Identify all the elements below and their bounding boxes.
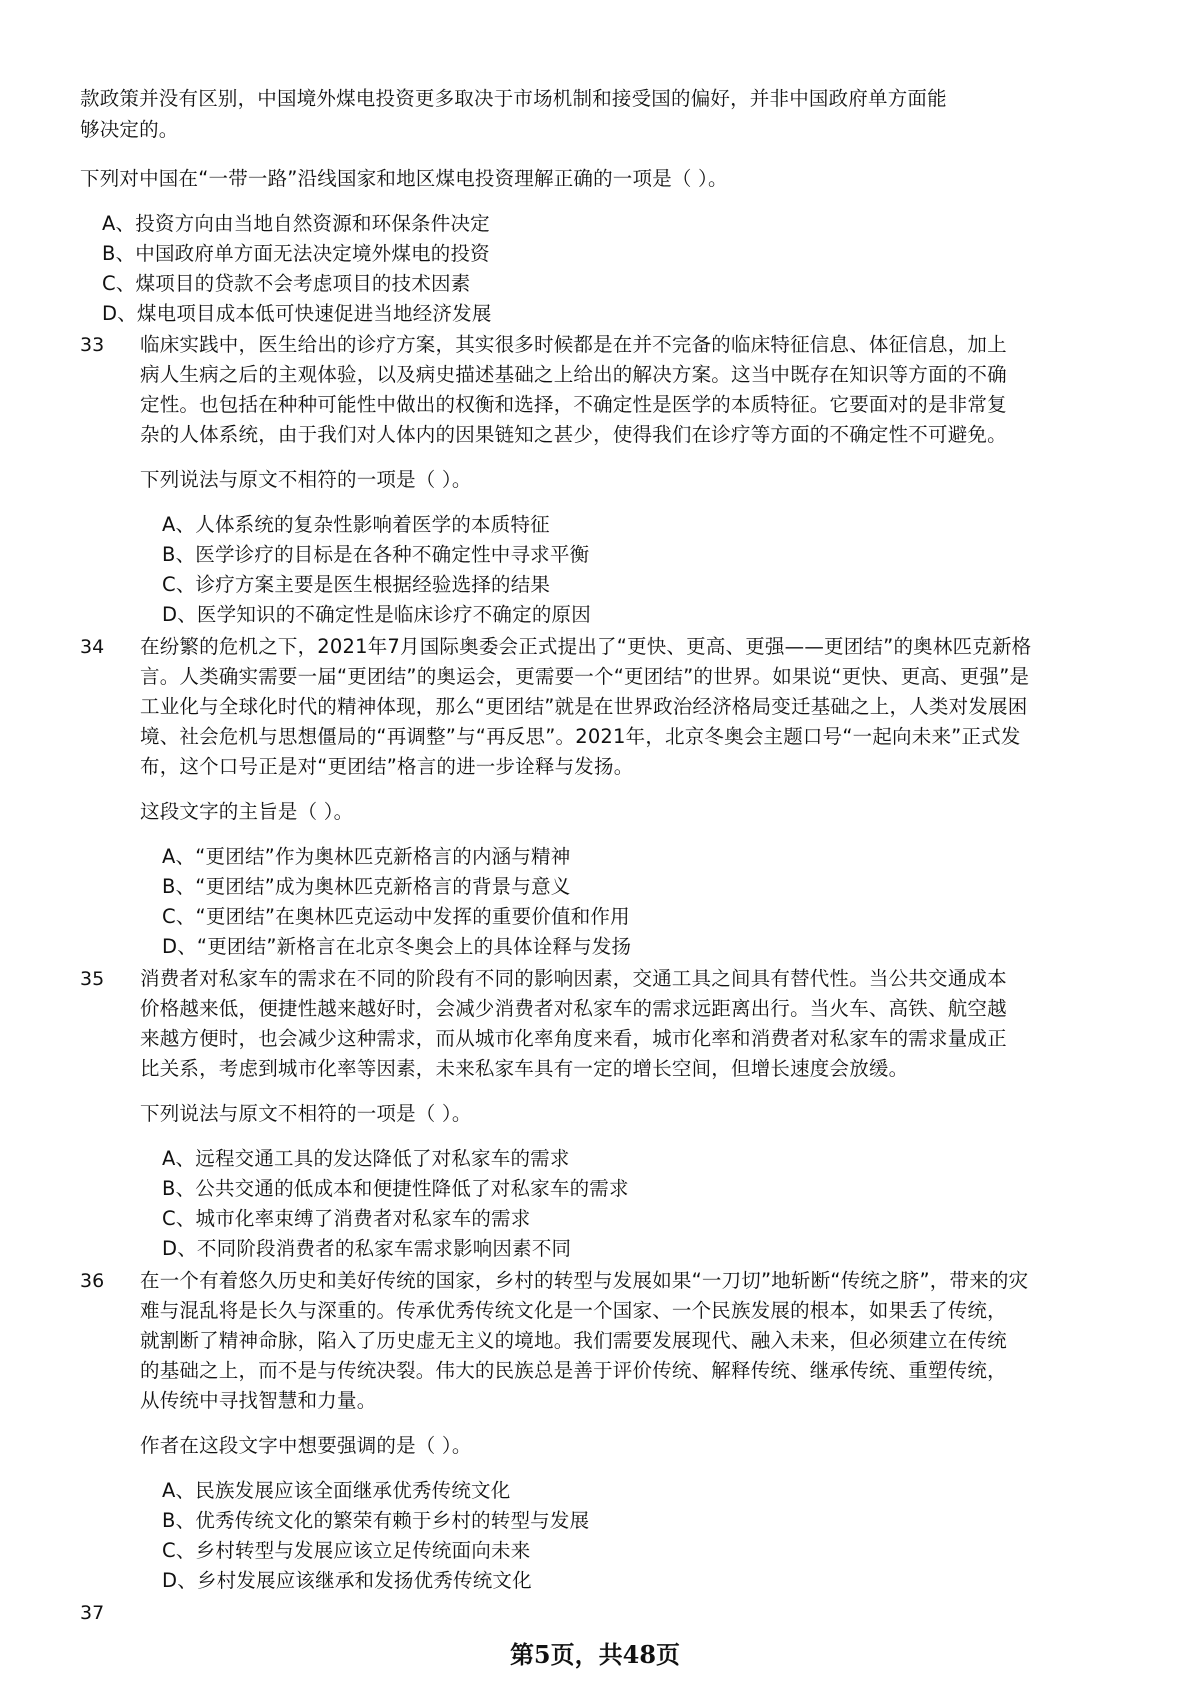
intro-option-d: D、煤电项目成本低可快速促进当地经济发展 [102, 302, 492, 325]
q33-passage-line-3: 定性。也包括在种种可能性中做出的权衡和选择，不确定性是医学的本质特征。它要面对的是非常复 [140, 393, 1007, 416]
q33-option-c: C、诊疗方案主要是医生根据经验选择的结果 [162, 573, 551, 596]
q33-option-b: B、医学诊疗的目标是在各种不确定性中寻求平衡 [162, 543, 590, 566]
intro-option-c: C、煤项目的贷款不会考虑项目的技术因素 [102, 272, 471, 295]
q33-option-a: A、人体系统的复杂性影响着医学的本质特征 [162, 513, 550, 536]
q35-option-a: A、远程交通工具的发达降低了对私家车的需求 [162, 1147, 570, 1170]
question-number: 34 [80, 636, 105, 658]
q36-option-a: A、民族发展应该全面继承优秀传统文化 [162, 1479, 511, 1502]
question-number: 37 [80, 1602, 105, 1624]
q34-option-c: C、“更团结”在奥林匹克运动中发挥的重要价值和作用 [162, 905, 630, 928]
intro-option-b: B、中国政府单方面无法决定境外煤电的投资 [102, 242, 490, 265]
question-number: 35 [80, 968, 105, 990]
q34-option-d: D、“更团结”新格言在北京冬奥会上的具体诠释与发扬 [162, 935, 632, 958]
q35-passage-line-3: 来越方便时，也会减少这种需求，而从城市化率角度来看，城市化率和消费者对私家车的需求量成正 [140, 1027, 1007, 1050]
q34-passage-line-4: 境、社会危机与思想僵局的“再调整”与“再反思”。2021年，北京冬奥会主题口号“一起向未来”正式发 [140, 725, 1021, 748]
q36-passage-line-1: 在一个有着悠久历史和美好传统的国家，乡村的转型与发展如果“一刀切”地斩断“传统之脐”，带来的灾 [140, 1269, 1029, 1292]
q35-option-b: B、公共交通的低成本和便捷性降低了对私家车的需求 [162, 1177, 629, 1200]
q35-passage-line-2: 价格越来低，便捷性越来越好时，会减少消费者对私家车的需求远距离出行。当火车、高铁、航空越 [140, 997, 1007, 1020]
question-number: 36 [80, 1270, 105, 1292]
q34-passage-line-5: 布，这个口号正是对“更团结”格言的进一步诠释与发扬。 [140, 755, 634, 778]
q36-option-c: C、乡村转型与发展应该立足传统面向未来 [162, 1539, 531, 1562]
q33-passage-line-2: 病人生病之后的主观体验，以及病史描述基础之上给出的解决方案。这当中既存在知识等方面的不确 [140, 363, 1007, 386]
q36-question: 作者在这段文字中想要强调的是（ ）。 [140, 1434, 472, 1457]
q36-passage-line-4: 的基础之上，而不是与传统决裂。伟大的民族总是善于评价传统、解释传统、继承传统、重塑传统， [140, 1359, 1007, 1382]
question-number: 33 [80, 334, 105, 356]
q35-question: 下列说法与原文不相符的一项是（ ）。 [140, 1102, 472, 1125]
q36-passage-line-3: 就割断了精神命脉，陷入了历史虚无主义的境地。我们需要发展现代、融入未来，但必须建立在传统 [140, 1329, 1007, 1352]
q36-passage-line-2: 难与混乱将是长久与深重的。传承优秀传统文化是一个国家、一个民族发展的根本，如果丢了传统， [140, 1299, 1007, 1322]
q34-passage-line-2: 言。人类确实需要一届“更团结”的奥运会，更需要一个“更团结”的世界。如果说“更快、更高、更强”是 [140, 665, 1030, 688]
intro-option-a: A、投资方向由当地自然资源和环保条件决定 [102, 212, 490, 235]
q33-passage-line-4: 杂的人体系统，由于我们对人体内的因果链知之甚少，使得我们在诊疗等方面的不确定性不可避免。 [140, 423, 1007, 446]
q34-passage-line-1: 在纷繁的危机之下，2021年7月国际奥委会正式提出了“更快、更高、更强——更团结”的奥林匹克新格 [140, 635, 1032, 658]
intro-question: 下列对中国在“一带一路”沿线国家和地区煤电投资理解正确的一项是（ ）。 [80, 167, 728, 190]
q36-passage-line-5: 从传统中寻找智慧和力量。 [140, 1389, 377, 1412]
intro-passage-line-1: 款政策并没有区别，中国境外煤电投资更多取决于市场机制和接受国的偏好，并非中国政府单方面能 [80, 87, 947, 110]
q36-option-b: B、优秀传统文化的繁荣有赖于乡村的转型与发展 [162, 1509, 590, 1532]
q35-option-c: C、城市化率束缚了消费者对私家车的需求 [162, 1207, 531, 1230]
q34-question: 这段文字的主旨是（ ）。 [140, 800, 354, 823]
q33-option-d: D、医学知识的不确定性是临床诊疗不确定的原因 [162, 603, 591, 626]
q34-option-b: B、“更团结”成为奥林匹克新格言的背景与意义 [162, 875, 571, 898]
q34-option-a: A、“更团结”作为奥林匹克新格言的内涵与精神 [162, 845, 571, 868]
q35-passage-line-4: 比关系，考虑到城市化率等因素，未来私家车具有一定的增长空间，但增长速度会放缓。 [140, 1057, 909, 1080]
q34-passage-line-3: 工业化与全球化时代的精神体现，那么“更团结”就是在世界政治经济格局变迁基础之上，人类对发展困 [140, 695, 1028, 718]
q35-passage-line-1: 消费者对私家车的需求在不同的阶段有不同的影响因素，交通工具之间具有替代性。当公共交通成本 [140, 967, 1007, 990]
q35-option-d: D、不同阶段消费者的私家车需求影响因素不同 [162, 1237, 572, 1260]
q36-option-d: D、乡村发展应该继承和发扬优秀传统文化 [162, 1569, 532, 1592]
page-footer: 第5页，共48页 [509, 1640, 681, 1669]
q33-passage-line-1: 临床实践中，医生给出的诊疗方案，其实很多时候都是在并不完备的临床特征信息、体征信息，加上 [140, 333, 1007, 356]
q33-question: 下列说法与原文不相符的一项是（ ）。 [140, 468, 472, 491]
intro-passage-line-2: 够决定的。 [80, 118, 179, 141]
